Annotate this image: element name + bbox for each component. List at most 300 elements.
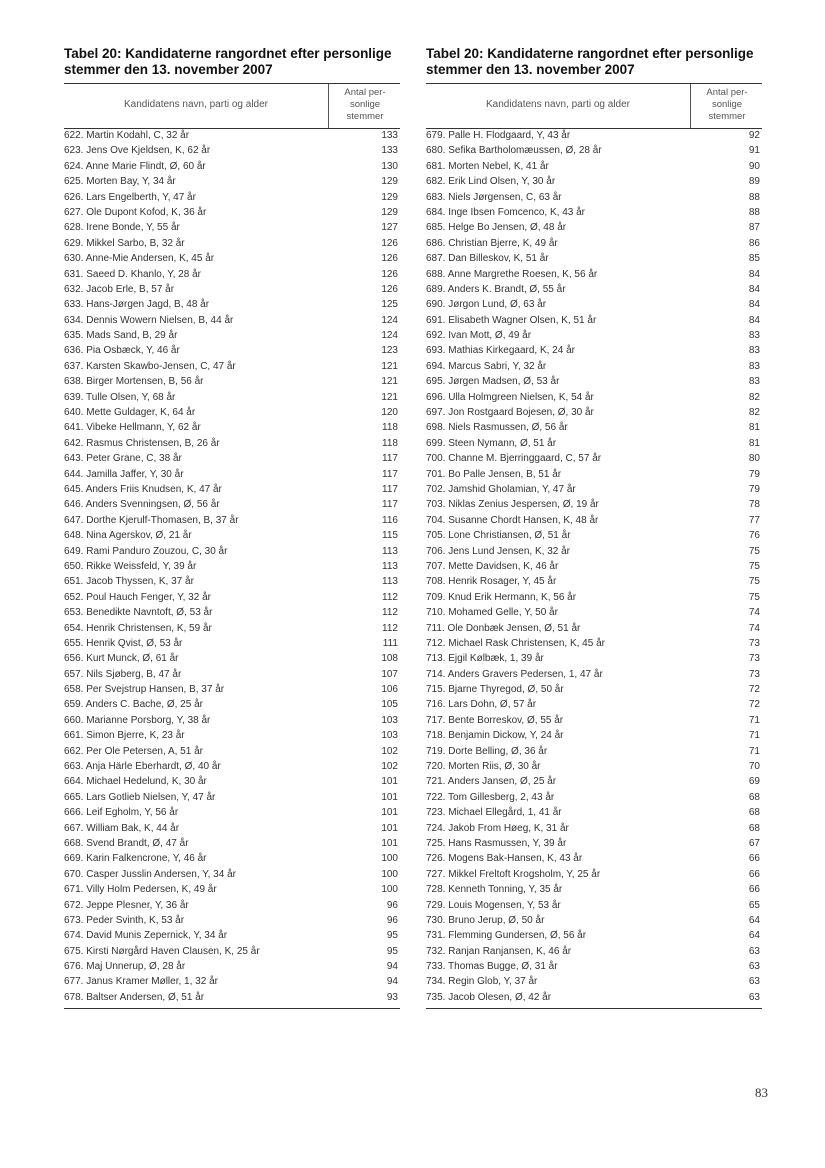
column-header-votes xyxy=(692,87,762,123)
candidate-name: 638. Birger Mortensen, B, 56 år xyxy=(64,376,204,388)
vote-count: 79 xyxy=(748,468,760,480)
candidate-name: 636. Pia Osbæck, Y, 46 år xyxy=(64,345,180,357)
vote-count: 68 xyxy=(748,791,760,803)
table-row xyxy=(64,330,400,345)
table-row xyxy=(64,669,400,684)
table-row xyxy=(426,607,762,622)
table-row xyxy=(64,900,400,915)
table-row xyxy=(64,930,400,945)
table-row xyxy=(64,422,400,437)
candidate-name: 685. Helge Bo Jensen, Ø, 48 år xyxy=(426,222,567,234)
table-row xyxy=(64,530,400,545)
candidate-name: 649. Rami Panduro Zouzou, C, 30 år xyxy=(64,545,228,557)
table-row xyxy=(426,930,762,945)
vote-count: 133 xyxy=(381,130,398,141)
title-line-1: Tabel 20: Kandidaterne rangordnet efter personlige xyxy=(64,46,392,61)
table-row xyxy=(426,699,762,714)
vote-count: 74 xyxy=(748,622,760,634)
vote-count: 87 xyxy=(748,222,760,234)
vote-count: 70 xyxy=(748,761,760,773)
table-row xyxy=(426,330,762,345)
candidate-name: 653. Benedikte Navntoft, Ø, 53 år xyxy=(64,607,213,619)
table-row xyxy=(64,299,400,314)
table-row xyxy=(426,915,762,930)
vote-count: 66 xyxy=(748,868,760,880)
votes-header-line-3: stemmer xyxy=(346,111,384,122)
candidate-name: 641. Vibeke Hellmann, Y, 62 år xyxy=(64,422,201,434)
vote-count: 94 xyxy=(386,961,398,973)
candidate-name: 632. Jacob Erle, B, 57 år xyxy=(64,283,175,295)
vote-count: 73 xyxy=(748,637,760,649)
candidate-name: 631. Saeed D. Khanlo, Y, 28 år xyxy=(64,268,201,280)
column-divider xyxy=(328,84,329,128)
table-row xyxy=(64,361,400,376)
vote-count: 113 xyxy=(382,560,398,572)
vote-count: 101 xyxy=(381,837,398,849)
table-row xyxy=(64,176,400,191)
candidate-name: 652. Poul Hauch Fenger, Y, 32 år xyxy=(64,591,211,603)
votes-header-line-1: Antal per- xyxy=(706,87,748,98)
table-row xyxy=(426,976,762,991)
candidate-name: 633. Hans-Jørgen Jagd, B, 48 år xyxy=(64,299,210,311)
votes-header-line-2: sonlige xyxy=(349,99,381,110)
vote-count: 75 xyxy=(748,576,760,588)
candidate-name: 659. Anders C. Bache, Ø, 25 år xyxy=(64,699,203,711)
column-divider xyxy=(690,84,691,128)
vote-count: 101 xyxy=(381,807,398,819)
vote-count: 129 xyxy=(381,176,398,188)
table-row xyxy=(64,761,400,776)
table-row xyxy=(426,207,762,222)
candidate-name: 658. Per Svejstrup Hansen, B, 37 år xyxy=(64,684,225,696)
candidate-name: 697. Jon Rostgaard Bojesen, Ø, 30 år xyxy=(426,407,594,419)
vote-count: 129 xyxy=(381,206,398,218)
vote-count: 90 xyxy=(748,160,760,172)
vote-count: 102 xyxy=(381,745,398,757)
candidate-name: 699. Steen Nymann, Ø, 51 år xyxy=(426,437,557,449)
table-row xyxy=(426,546,762,561)
table-row xyxy=(426,961,762,976)
candidate-name: 683. Niels Jørgensen, C, 63 år xyxy=(426,191,562,203)
column-header-name: Kandidatens navn, parti og alder xyxy=(486,99,630,110)
table-row xyxy=(64,438,400,453)
table-row xyxy=(426,715,762,730)
table-header xyxy=(64,83,400,129)
vote-count: 71 xyxy=(748,730,760,742)
candidate-name: 670. Casper Jusslin Andersen, Y, 34 år xyxy=(64,868,236,880)
candidate-name: 700. Channe M. Bjerringgaard, C, 57 år xyxy=(426,453,602,465)
column-header-name: Kandidatens navn, parti og alder xyxy=(124,99,268,110)
candidate-name: 655. Henrik Qvist, Ø, 53 år xyxy=(64,637,183,649)
table-row xyxy=(426,499,762,514)
vote-count: 100 xyxy=(381,884,398,896)
candidate-name: 627. Ole Dupont Kofod, K, 36 år xyxy=(64,206,207,218)
vote-count: 102 xyxy=(381,761,398,773)
vote-count: 112 xyxy=(382,622,398,634)
table-row xyxy=(426,869,762,884)
table-row xyxy=(426,592,762,607)
vote-count: 72 xyxy=(748,699,760,711)
table-row xyxy=(426,776,762,791)
vote-count: 74 xyxy=(748,607,760,619)
vote-count: 75 xyxy=(748,591,760,603)
candidate-name: 681. Morten Nebel, K, 41 år xyxy=(426,160,549,172)
candidate-name: 625. Morten Bay, Y, 34 år xyxy=(64,176,176,188)
vote-count: 67 xyxy=(748,837,760,849)
vote-count: 120 xyxy=(381,407,398,419)
vote-count: 112 xyxy=(382,607,398,619)
candidate-name: 646. Anders Svenningsen, Ø, 56 år xyxy=(64,499,220,511)
candidate-name: 662. Per Ole Petersen, A, 51 år xyxy=(64,745,203,757)
table-row xyxy=(64,869,400,884)
vote-count: 93 xyxy=(386,991,398,1003)
candidate-name: 665. Lars Gotlieb Nielsen, Y, 47 år xyxy=(64,791,216,803)
table-row xyxy=(426,176,762,191)
candidate-name: 678. Baltser Andersen, Ø, 51 år xyxy=(64,991,205,1003)
candidate-name: 682. Erik Lind Olsen, Y, 30 år xyxy=(426,176,556,188)
table-row xyxy=(426,192,762,207)
table-row xyxy=(426,515,762,530)
vote-count: 127 xyxy=(381,222,398,234)
title-line-2: stemmer den 13. november 2007 xyxy=(64,62,273,77)
table-row xyxy=(426,761,762,776)
candidate-name: 732. Ranjan Ranjansen, K, 46 år xyxy=(426,945,572,957)
table-row xyxy=(426,422,762,437)
candidate-name: 679. Palle H. Flodgaard, Y, 43 år xyxy=(426,130,571,141)
candidate-name: 639. Tulle Olsen, Y, 68 år xyxy=(64,391,176,403)
vote-count: 64 xyxy=(748,914,760,926)
candidate-name: 667. William Bak, K, 44 år xyxy=(64,822,180,834)
candidate-name: 642. Rasmus Christensen, B, 26 år xyxy=(64,437,220,449)
table-row xyxy=(64,453,400,468)
vote-count: 68 xyxy=(748,822,760,834)
vote-count: 79 xyxy=(748,483,760,495)
vote-count: 101 xyxy=(381,791,398,803)
candidate-name: 713. Ejgil Kølbæk, 1, 39 år xyxy=(426,653,544,665)
vote-count: 83 xyxy=(748,360,760,372)
candidate-name: 628. Irene Bonde, Y, 55 år xyxy=(64,222,180,234)
vote-count: 118 xyxy=(382,437,398,449)
table-row xyxy=(426,638,762,653)
table-row xyxy=(426,576,762,591)
vote-count: 121 xyxy=(381,360,398,372)
table-row xyxy=(64,561,400,576)
table-row xyxy=(426,669,762,684)
candidate-name: 707. Mette Davidsen, K, 46 år xyxy=(426,560,559,572)
table-row xyxy=(64,284,400,299)
candidate-name: 714. Anders Gravers Pedersen, 1, 47 år xyxy=(426,668,603,680)
vote-count: 89 xyxy=(748,176,760,188)
table-row xyxy=(64,269,400,284)
table-row xyxy=(64,684,400,699)
vote-count: 118 xyxy=(382,422,398,434)
vote-count: 133 xyxy=(381,145,398,157)
vote-count: 65 xyxy=(748,899,760,911)
candidate-name: 729. Louis Mogensen, Y, 53 år xyxy=(426,899,561,911)
vote-count: 130 xyxy=(381,160,398,172)
candidate-name: 668. Svend Brandt, Ø, 47 år xyxy=(64,837,189,849)
table-row xyxy=(64,192,400,207)
table-row xyxy=(64,776,400,791)
candidate-name: 676. Maj Unnerup, Ø, 28 år xyxy=(64,961,186,973)
table-row xyxy=(426,315,762,330)
table-row xyxy=(426,453,762,468)
candidate-name: 650. Rikke Weissfeld, Y, 39 år xyxy=(64,560,197,572)
vote-count: 124 xyxy=(381,314,398,326)
candidate-name: 622. Martin Kodahl, C, 32 år xyxy=(64,130,190,141)
table-bottom-rule xyxy=(426,1008,762,1009)
candidate-name: 645. Anders Friis Knudsen, K, 47 år xyxy=(64,483,222,495)
candidate-name: 669. Karin Falkencrone, Y, 46 år xyxy=(64,853,207,865)
vote-count: 66 xyxy=(748,853,760,865)
table-row xyxy=(426,853,762,868)
vote-count: 95 xyxy=(386,930,398,942)
candidate-name: 672. Jeppe Plesner, Y, 36 år xyxy=(64,899,189,911)
candidate-name: 684. Inge Ibsen Fomcenco, K, 43 år xyxy=(426,206,585,218)
candidate-name: 660. Marianne Porsborg, Y, 38 år xyxy=(64,714,211,726)
candidate-name: 623. Jens Ove Kjeldsen, K, 62 år xyxy=(64,145,211,157)
vote-count: 63 xyxy=(748,991,760,1003)
candidate-name: 640. Mette Guldager, K, 64 år xyxy=(64,407,196,419)
table-right xyxy=(426,46,762,1009)
table-row xyxy=(426,469,762,484)
table-row xyxy=(426,792,762,807)
table-row xyxy=(426,946,762,961)
table-row xyxy=(64,407,400,422)
vote-count: 117 xyxy=(382,453,398,465)
table-row xyxy=(64,992,400,1007)
candidate-name: 723. Michael Ellegård, 1, 41 år xyxy=(426,807,562,819)
candidate-name: 673. Peder Svinth, K, 53 år xyxy=(64,914,185,926)
table-row xyxy=(64,222,400,237)
candidate-name: 728. Kenneth Tonning, Y, 35 år xyxy=(426,884,563,896)
candidate-name: 635. Mads Sand, B, 29 år xyxy=(64,330,178,342)
candidate-name: 718. Benjamin Dickow, Y, 24 år xyxy=(426,730,564,742)
table-row xyxy=(426,884,762,899)
candidate-name: 706. Jens Lund Jensen, K, 32 år xyxy=(426,545,570,557)
candidate-name: 703. Niklas Zenius Jespersen, Ø, 19 år xyxy=(426,499,599,511)
vote-count: 68 xyxy=(748,807,760,819)
candidate-name: 734. Regin Glob, Y, 37 år xyxy=(426,976,538,988)
vote-count: 103 xyxy=(381,730,398,742)
table-row xyxy=(64,807,400,822)
candidate-name: 643. Peter Grane, C, 38 år xyxy=(64,453,182,465)
table-row xyxy=(426,746,762,761)
vote-count: 126 xyxy=(381,237,398,249)
vote-count: 73 xyxy=(748,653,760,665)
table-left xyxy=(64,46,400,1009)
table-row xyxy=(64,961,400,976)
table-row xyxy=(426,161,762,176)
vote-count: 64 xyxy=(748,930,760,942)
vote-count: 84 xyxy=(748,314,760,326)
vote-count: 88 xyxy=(748,206,760,218)
vote-count: 113 xyxy=(382,545,398,557)
table-row xyxy=(64,976,400,991)
candidate-name: 725. Hans Rasmussen, Y, 39 år xyxy=(426,837,567,849)
vote-count: 115 xyxy=(382,530,398,542)
table-row xyxy=(64,238,400,253)
candidate-name: 717. Bente Borreskov, Ø, 55 år xyxy=(426,714,564,726)
table-row xyxy=(64,653,400,668)
vote-count: 126 xyxy=(381,268,398,280)
table-row xyxy=(64,515,400,530)
vote-count: 100 xyxy=(381,868,398,880)
candidate-name: 716. Lars Dohn, Ø, 57 år xyxy=(426,699,537,711)
candidate-name: 711. Ole Donbæk Jensen, Ø, 51 år xyxy=(426,622,581,634)
table-row xyxy=(426,407,762,422)
candidate-name: 694. Marcus Sabri, Y, 32 år xyxy=(426,360,547,372)
table-row xyxy=(64,315,400,330)
candidate-name: 691. Elisabeth Wagner Olsen, K, 51 år xyxy=(426,314,597,326)
vote-count: 94 xyxy=(386,976,398,988)
vote-count: 69 xyxy=(748,776,760,788)
vote-count: 83 xyxy=(748,330,760,342)
candidate-name: 686. Christian Bjerre, K, 49 år xyxy=(426,237,558,249)
table-row xyxy=(64,792,400,807)
candidate-name: 692. Ivan Mott, Ø, 49 år xyxy=(426,330,532,342)
candidate-name: 708. Henrik Rosager, Y, 45 år xyxy=(426,576,557,588)
candidate-name: 698. Niels Rasmussen, Ø, 56 år xyxy=(426,422,568,434)
vote-count: 100 xyxy=(381,853,398,865)
vote-count: 82 xyxy=(748,391,760,403)
vote-count: 91 xyxy=(748,145,760,157)
table-row xyxy=(64,546,400,561)
vote-count: 85 xyxy=(748,253,760,265)
candidate-name: 624. Anne Marie Flindt, Ø, 60 år xyxy=(64,160,206,172)
vote-count: 111 xyxy=(382,637,398,649)
table-header xyxy=(426,83,762,129)
vote-count: 71 xyxy=(748,714,760,726)
vote-count: 108 xyxy=(381,653,398,665)
candidate-name: 709. Knud Erik Hermann, K, 56 år xyxy=(426,591,577,603)
candidate-name: 674. David Munis Zepernick, Y, 34 år xyxy=(64,930,228,942)
table-row xyxy=(426,838,762,853)
vote-count: 82 xyxy=(748,407,760,419)
candidate-name: 733. Thomas Bugge, Ø, 31 år xyxy=(426,961,558,973)
vote-count: 75 xyxy=(748,560,760,572)
candidate-name: 731. Flemming Gundersen, Ø, 56 år xyxy=(426,930,587,942)
candidate-name: 727. Mikkel Freltoft Krogsholm, Y, 25 år xyxy=(426,868,601,880)
candidate-name: 656. Kurt Munck, Ø, 61 år xyxy=(64,653,179,665)
vote-count: 72 xyxy=(748,684,760,696)
table-row xyxy=(426,253,762,268)
vote-count: 81 xyxy=(748,437,760,449)
vote-count: 117 xyxy=(382,499,398,511)
table-row xyxy=(426,269,762,284)
candidate-name: 735. Jacob Olesen, Ø, 42 år xyxy=(426,991,552,1003)
table-row xyxy=(64,915,400,930)
table-row xyxy=(426,130,762,145)
table-row xyxy=(64,838,400,853)
vote-count: 73 xyxy=(748,668,760,680)
vote-count: 123 xyxy=(381,345,398,357)
title-line-2: stemmer den 13. november 2007 xyxy=(426,62,635,77)
table-row xyxy=(426,992,762,1007)
candidate-name: 690. Jørgon Lund, Ø, 63 år xyxy=(426,299,547,311)
vote-count: 77 xyxy=(748,514,760,526)
table-row xyxy=(64,699,400,714)
candidate-name: 726. Mogens Bak-Hansen, K, 43 år xyxy=(426,853,583,865)
vote-count: 113 xyxy=(382,576,398,588)
table-row xyxy=(64,161,400,176)
table-row xyxy=(426,900,762,915)
vote-count: 101 xyxy=(381,776,398,788)
vote-count: 81 xyxy=(748,422,760,434)
candidate-name: 702. Jamshid Gholamian, Y, 47 år xyxy=(426,483,576,495)
candidate-name: 666. Leif Egholm, Y, 56 år xyxy=(64,807,179,819)
table-row xyxy=(64,484,400,499)
table-row xyxy=(426,823,762,838)
vote-count: 125 xyxy=(381,299,398,311)
vote-count: 105 xyxy=(381,699,398,711)
table-row xyxy=(64,638,400,653)
table-row xyxy=(64,376,400,391)
vote-count: 84 xyxy=(748,283,760,295)
table-row xyxy=(64,499,400,514)
table-row xyxy=(64,746,400,761)
table-row xyxy=(64,715,400,730)
table-row xyxy=(426,299,762,314)
vote-count: 121 xyxy=(381,376,398,388)
vote-count: 83 xyxy=(748,376,760,388)
table-row xyxy=(426,807,762,822)
candidate-name: 693. Mathias Kirkegaard, K, 24 år xyxy=(426,345,575,357)
table-row xyxy=(64,592,400,607)
table-row xyxy=(426,730,762,745)
vote-count: 103 xyxy=(381,714,398,726)
table-row xyxy=(64,946,400,961)
table-row xyxy=(64,469,400,484)
vote-count: 107 xyxy=(381,668,398,680)
candidate-name: 721. Anders Jansen, Ø, 25 år xyxy=(426,776,557,788)
candidate-name: 626. Lars Engelberth, Y, 47 år xyxy=(64,191,196,203)
candidate-name: 651. Jacob Thyssen, K, 37 år xyxy=(64,576,194,588)
table-row xyxy=(64,576,400,591)
vote-count: 96 xyxy=(386,899,398,911)
candidate-name: 629. Mikkel Sarbo, B, 32 år xyxy=(64,237,185,249)
table-row xyxy=(426,345,762,360)
vote-count: 84 xyxy=(748,299,760,311)
vote-count: 117 xyxy=(382,468,398,480)
votes-header-line-1: Antal per- xyxy=(344,87,386,98)
title-line-1: Tabel 20: Kandidaterne rangordnet efter personlige xyxy=(426,46,754,61)
vote-count: 63 xyxy=(748,976,760,988)
candidate-name: 644. Jamilla Jaffer, Y, 30 år xyxy=(64,468,184,480)
table-row xyxy=(64,145,400,160)
table-row xyxy=(64,130,400,145)
vote-count: 126 xyxy=(381,253,398,265)
table-title xyxy=(426,46,762,78)
candidate-name: 696. Ulla Holmgreen Nielsen, K, 54 år xyxy=(426,391,594,403)
candidate-name: 647. Dorthe Kjerulf-Thomasen, B, 37 år xyxy=(64,514,239,526)
vote-count: 78 xyxy=(748,499,760,511)
candidate-name: 657. Nils Sjøberg, B, 47 år xyxy=(64,668,182,680)
vote-count: 92 xyxy=(748,130,760,141)
candidate-name: 664. Michael Hedelund, K, 30 år xyxy=(64,776,207,788)
page-number: 83 xyxy=(755,1085,768,1100)
candidate-name: 680. Sefika Bartholomæussen, Ø, 28 år xyxy=(426,145,602,157)
table-row xyxy=(64,853,400,868)
table-row xyxy=(426,222,762,237)
candidate-name: 675. Kirsti Nørgård Haven Clausen, K, 25 år xyxy=(64,945,260,957)
table-row xyxy=(426,145,762,160)
vote-count: 121 xyxy=(381,391,398,403)
vote-count: 80 xyxy=(748,453,760,465)
table-row xyxy=(64,607,400,622)
vote-count: 95 xyxy=(386,945,398,957)
vote-count: 63 xyxy=(748,945,760,957)
